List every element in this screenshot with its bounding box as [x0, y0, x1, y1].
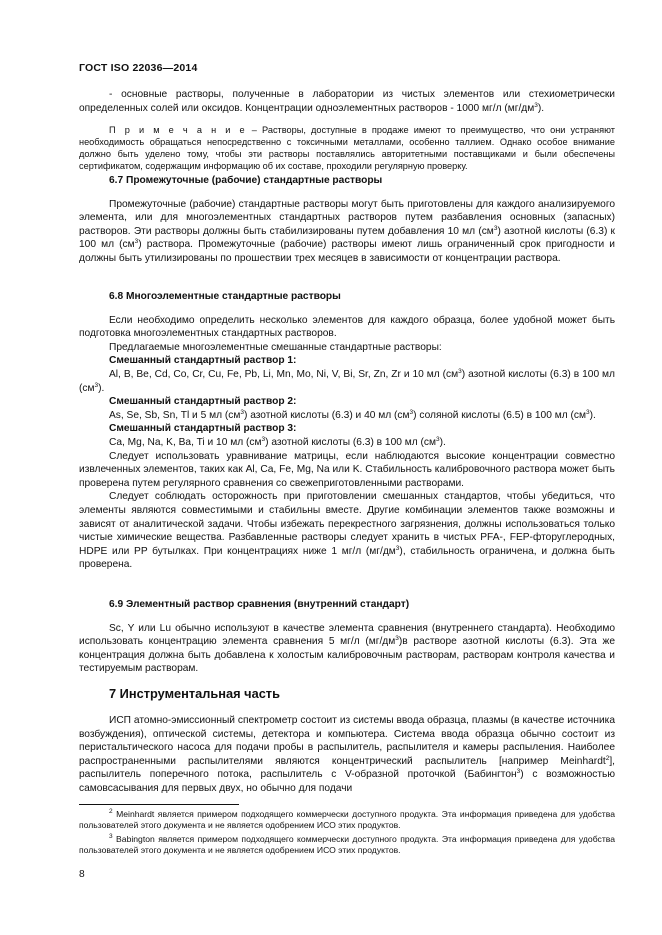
mixed-solution-2-label: Смешанный стандартный раствор 2:: [109, 396, 297, 408]
footnote-3: $^3$ Babington является примером подходящего коммерчески доступного продукта. Эта информация приведена для удобства пользователей этого документа и не является одобрением ИСО этих продуктов.: [79, 833, 615, 855]
section-6-8: 6.8 Многоэлементные стандартные растворы Если необходимо определить несколько элементов для каждого образца, более удобной может быть подготовка многоэлементных стандартных растворов. Предлагаемые многоэлементные смешанные стандартные растворы: Смешанный стандартный раствор 1: Al, B, Be, Cd, Co, Cr, Cu, Fe, Pb, Li, Mn, Mo, Ni, V, Bi, Sr, Zn, Zr и 10 мл $(см^3)$ азотной кислоты (6.3) в 100 мл $(см^3)$. Смешанный стандартный раствор 2: As, Se, Sb, Sn, Tl и 5 мл $(см^3)$ азотной кислоты (6.3) и 40 мл $(см^3)$ соляной кислоты (6.5) в 100 мл $(см^3)$. Смешанный стандартный раствор 3: Ca, Mg, Na, K, Ba, Ti и 10 мл $(см^3)$ азотной кислоты (6.3) в 100 мл $(см^3)$. Следует использовать уравнивание матрицы, если наблюдаются высокие концентрации совместно извлеченных элементов, таких как Al, Ca, Fe, Mg, Na или K. Стабильность калибровочного раствора может быть проверена путем регулярного сравнения со свежеприготовленными растворами. Следует соблюдать осторожность при приготовлении смешанных стандартов, чтобы убедиться, что элементы являются совместимыми и стабильны вместе. Другие комбинации элементов также возможны и зависят от аналитической задачи. Чтобы избежать перекрестного загрязнения, должны использоваться только чистые химические вещества. Разбавленные растворы следует хранить в чистых PFA-, FEP-фторуглеродных, HDPE или PP бутылках. При концентрациях ниже 1 мг/л $(мг/дм^3)$, стабильность ограничена, и должна быть проверена.: [79, 291, 615, 571]
mixed-solution-1-label: Смешанный стандартный раствор 1:: [109, 355, 297, 367]
section-title: 6.8 Многоэлементные стандартные растворы: [109, 291, 341, 302]
footnote-divider: [79, 804, 239, 805]
mixed-solution-3-label: Смешанный стандартный раствор 3:: [109, 423, 297, 435]
page-number: 8: [79, 869, 85, 880]
footnote-2: $^2$ Meinhardt является примером подходящего коммерчески доступного продукта. Эта информация приведена для удобства пользователей этого документа и не является одобрением ИСО этих продуктов.: [79, 808, 615, 830]
note-label: П р и м е ч а н и е: [109, 125, 247, 135]
section-6-7: 6.7 Промежуточные (рабочие) стандартные растворы Промежуточные (рабочие) стандартные растворы могут быть приготовлены для каждого анализируемого элемента, или для многоэлементных стандартных растворов путем разбавления основных (запасных) растворов. Эти растворы должны быть стабилизированы путем добавления 10 мл $(см^3)$ азотной кислоты (6.3) к 100 мл $(см^3)$ раствора. Промежуточные (рабочие) растворы имеют лишь ограниченный срок пригодности и должны быть утилизированы по прошествии трех месяцев в зависимости от концентрации раствора.: [79, 175, 616, 264]
document-header: ГОСТ ISO 22036—2014: [79, 62, 198, 74]
intro-paragraph: - основные растворы, полученные в лаборатории из чистых элементов или стехиометрически определенных солей или оксидов. Концентрации одноэлементных растворов - 1000 мг/л $(мг/дм^3)$.: [79, 89, 615, 114]
section-title: 6.7 Промежуточные (рабочие) стандартные растворы: [109, 175, 383, 186]
section-title: 6.9 Элементный раствор сравнения (внутренний стандарт): [109, 599, 410, 610]
note-block: П р и м е ч а н и е – Растворы, доступные в продаже имеют то преимущество, что они устраняют необходимость обращаться непосредственно с токсичными металлами, особенно таллием. Однако особое внимание должно быть уделено тому, чтобы эти растворы поставлялись авторитетными поставщиками и были обеспечены сертификатом, содержащим информацию об их составе, проходили регулярную проверку.: [79, 125, 615, 171]
section-6-9: 6.9 Элементный раствор сравнения (внутренний стандарт) Sc, Y или Lu обычно используют в качестве элемента сравнения (внутреннего стандарта). Необходимо использовать концентрацию элемента сравнения 5 мг/л $(мг/дм^3)в$ растворе азотной кислоты (6.3). Эта же концентрация должна быть добавлена к холостым калибровочным растворам, растворам контроля качества и тестируемым растворам.: [79, 599, 615, 675]
section-7: 7 Инструментальная часть ИСП атомно-эмиссионный спектрометр состоит из системы ввода образца, плазмы (в качестве источника возбуждения), оптической системы, детектора и компьютера. Система ввода образца обычно состоит из перистальтического насоса для подачи пробы в распылитель, распылителя и камеры распыления. Наиболее распространенными распылителями являются концентрический распылитель [например Meinhardt$^2$], распылитель поперечного потока, распылитель с V-образной проточкой (Бабингтон$^3$) с возможностью самовсасывания для первых двух, но обычно для подачи: [79, 686, 615, 794]
chapter-title: 7 Инструментальная часть: [109, 686, 280, 701]
